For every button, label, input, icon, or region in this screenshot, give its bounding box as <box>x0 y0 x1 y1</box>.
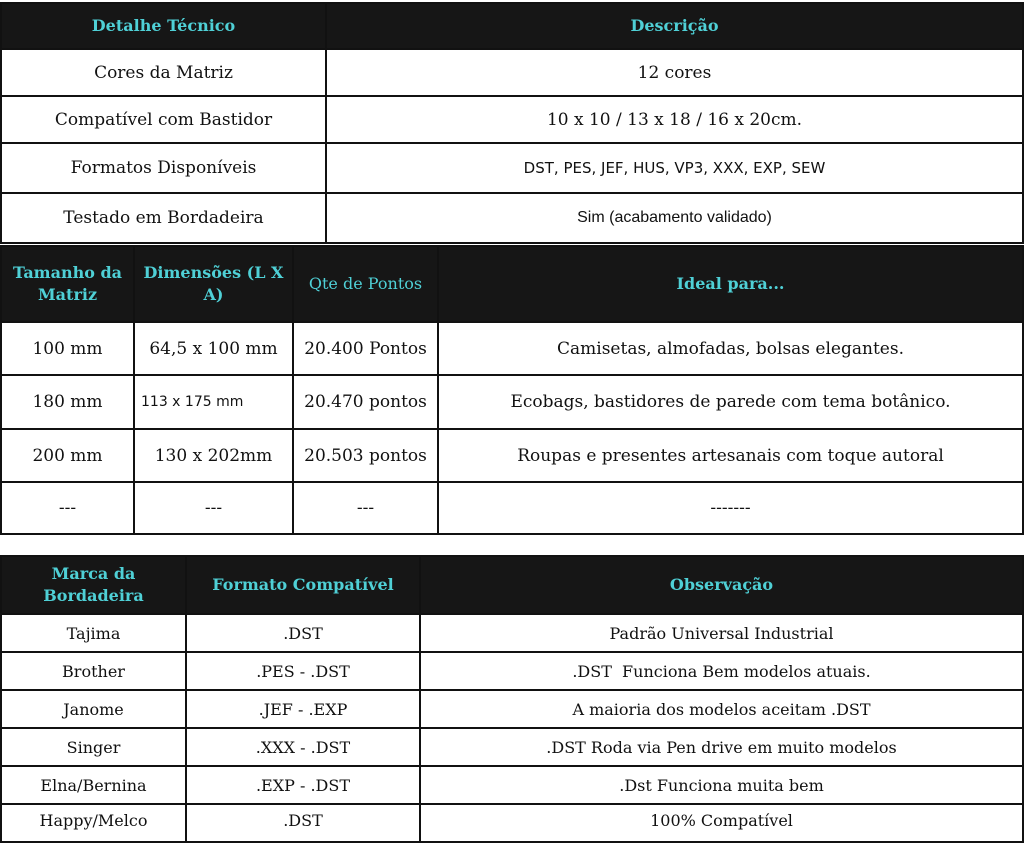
header-cell: Detalhe Técnico <box>1 3 326 49</box>
cell: .JEF - .EXP <box>186 690 420 728</box>
table-row <box>1 804 1023 842</box>
cell: Singer <box>1 728 186 766</box>
cell: --- <box>293 482 438 534</box>
cell: DST, PES, JEF, HUS, VP3, XXX, EXP, SEW <box>326 143 1023 193</box>
table-row <box>1 322 1023 375</box>
cell: .DST <box>186 804 420 842</box>
cell: Tajima <box>1 614 186 652</box>
cell: .PES - .DST <box>186 652 420 690</box>
cell: A maioria dos modelos aceitam .DST <box>420 690 1023 728</box>
cell: 20.503 pontos <box>293 429 438 482</box>
header-cell: Tamanho da Matriz <box>1 246 134 322</box>
cell: Roupas e presentes artesanais com toque autoral <box>438 429 1023 482</box>
cell: Padrão Universal Industrial <box>420 614 1023 652</box>
table-row <box>1 614 1023 652</box>
table-row <box>1 429 1023 482</box>
cell: 113 x 175 mm <box>134 375 293 429</box>
table-row <box>1 375 1023 429</box>
cell: Testado em Bordadeira <box>1 193 326 243</box>
cell: Happy/Melco <box>1 804 186 842</box>
cell: ------- <box>438 482 1023 534</box>
cell: Compatível com Bastidor <box>1 96 326 143</box>
table-row <box>1 49 1023 96</box>
table-header-row <box>1 556 1023 614</box>
table-row <box>1 482 1023 534</box>
header-cell: Descrição <box>326 3 1023 49</box>
table-row <box>1 193 1023 243</box>
table-row <box>1 143 1023 193</box>
cell: 130 x 202mm <box>134 429 293 482</box>
table-row <box>1 766 1023 804</box>
header-cell: Ideal para... <box>438 246 1023 322</box>
cell: 20.400 Pontos <box>293 322 438 375</box>
cell: Ecobags, bastidores de parede com tema botânico. <box>438 375 1023 429</box>
header-cell: Dimensões (L X A) <box>134 246 293 322</box>
header-cell: Observação <box>420 556 1023 614</box>
cell: Elna/Bernina <box>1 766 186 804</box>
cell: 200 mm <box>1 429 134 482</box>
cell: 100 mm <box>1 322 134 375</box>
cell: Sim (acabamento validado) <box>326 193 1023 243</box>
table-row <box>1 728 1023 766</box>
cell: --- <box>1 482 134 534</box>
header-cell: Marca da Bordadeira <box>1 556 186 614</box>
cell: 12 cores <box>326 49 1023 96</box>
cell: .EXP - .DST <box>186 766 420 804</box>
cell: 20.470 pontos <box>293 375 438 429</box>
table-row <box>1 690 1023 728</box>
cell: 180 mm <box>1 375 134 429</box>
cell: .Dst Funciona muita bem <box>420 766 1023 804</box>
brand-compat-table <box>0 555 1024 843</box>
cell: 10 x 10 / 13 x 18 / 16 x 20cm. <box>326 96 1023 143</box>
cell: .DST <box>186 614 420 652</box>
cell: Brother <box>1 652 186 690</box>
cell: Cores da Matriz <box>1 49 326 96</box>
cell: .XXX - .DST <box>186 728 420 766</box>
matrix-size-table <box>0 245 1024 535</box>
cell: .DST Roda via Pen drive em muito modelos <box>420 728 1023 766</box>
table-row <box>1 652 1023 690</box>
table-header-row <box>1 246 1023 322</box>
table-header-row <box>1 3 1023 49</box>
cell: --- <box>134 482 293 534</box>
cell: 64,5 x 100 mm <box>134 322 293 375</box>
cell: Janome <box>1 690 186 728</box>
cell: Formatos Disponíveis <box>1 143 326 193</box>
cell: 100% Compatível <box>420 804 1023 842</box>
cell: .DST Funciona Bem modelos atuais. <box>420 652 1023 690</box>
cell: Camisetas, almofadas, bolsas elegantes. <box>438 322 1023 375</box>
table-row <box>1 96 1023 143</box>
header-cell: Qte de Pontos <box>293 246 438 322</box>
tech-details-table <box>0 2 1024 244</box>
header-cell: Formato Compatível <box>186 556 420 614</box>
